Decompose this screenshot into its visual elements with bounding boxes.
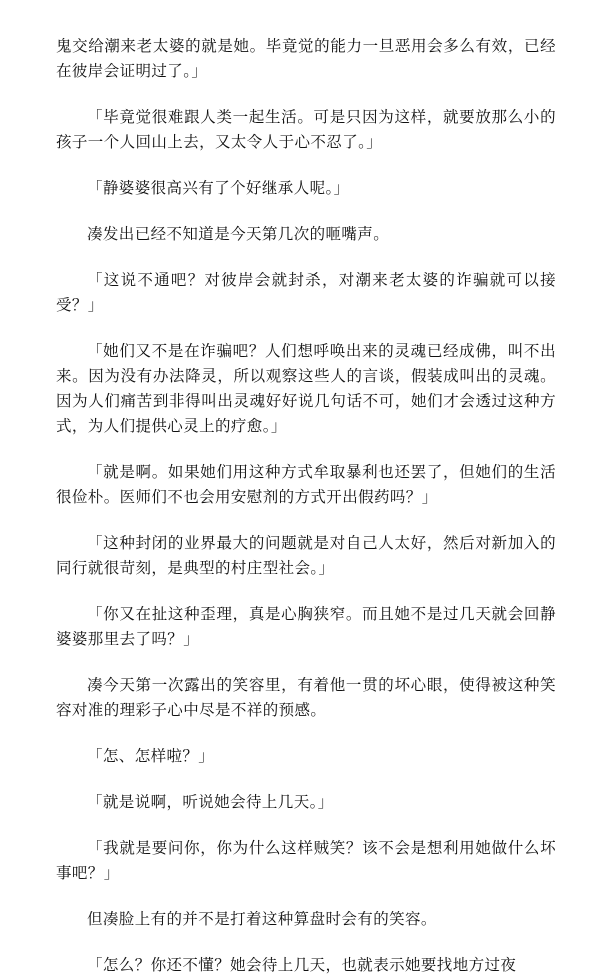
paragraph: 凑发出已经不知道是今天第几次的咂嘴声。 xyxy=(87,225,390,243)
paragraph: 鬼交给潮来老太婆的就是她。毕竟觉的能力一旦恶用会多么有效，已经在彼岸会证明过了。」 xyxy=(56,37,556,80)
paragraph: 「静婆婆很高兴有了个好继承人呢。」 xyxy=(87,179,350,197)
paragraph: 「就是说啊，听说她会待上几天。」 xyxy=(87,793,334,811)
paragraph: 「这说不通吧？对彼岸会就封杀，对潮来老太婆的诈骗就可以接受？」 xyxy=(56,271,556,314)
paragraph: 凑今天第一次露出的笑容里，有着他一贯的坏心眼，使得被这种笑容对准的理彩子心中尽是不祥的预感。 xyxy=(56,676,556,719)
paragraph: 「你又在扯这种歪理，真是心胸狭窄。而且她不是过几天就会回静婆婆那里去了吗？」 xyxy=(56,605,556,648)
paragraph: 「她们又不是在诈骗吧？人们想呼唤出来的灵魂已经成佛，叫不出来。因为没有办法降灵，所以观察这些人的言谈，假装成叫出的灵魂。因为人们痛苦到非得叫出灵魂好好说几句话不可，她们才会透过这种方式，为人们提供心灵上的疗愈。」 xyxy=(56,342,556,435)
paragraph: 但凑脸上有的并不是打着这种算盘时会有的笑容。 xyxy=(87,910,437,928)
paragraph: 「毕竟觉很难跟人类一起生活。可是只因为这样，就要放那么小的孩子一个人回山上去，又太令人于心不忍了。」 xyxy=(56,108,556,151)
paragraph: 「怎么？你还不懂？她会待上几天，也就表示她要找地方过夜 xyxy=(87,956,517,974)
paragraph: 「我就是要问你，你为什么这样贼笑？该不会是想利用她做什么坏事吧？」 xyxy=(56,839,556,882)
paragraph: 「就是啊。如果她们用这种方式牟取暴利也还罢了，但她们的生活很俭朴。医师们不也会用安慰剂的方式开出假药吗？」 xyxy=(56,463,556,506)
paragraph: 「这种封闭的业界最大的问题就是对自己人太好，然后对新加入的同行就很苛刻，是典型的村庄型社会。」 xyxy=(56,534,556,577)
paragraph: 「怎、怎样啦？」 xyxy=(87,747,215,765)
document-page xyxy=(56,34,556,978)
